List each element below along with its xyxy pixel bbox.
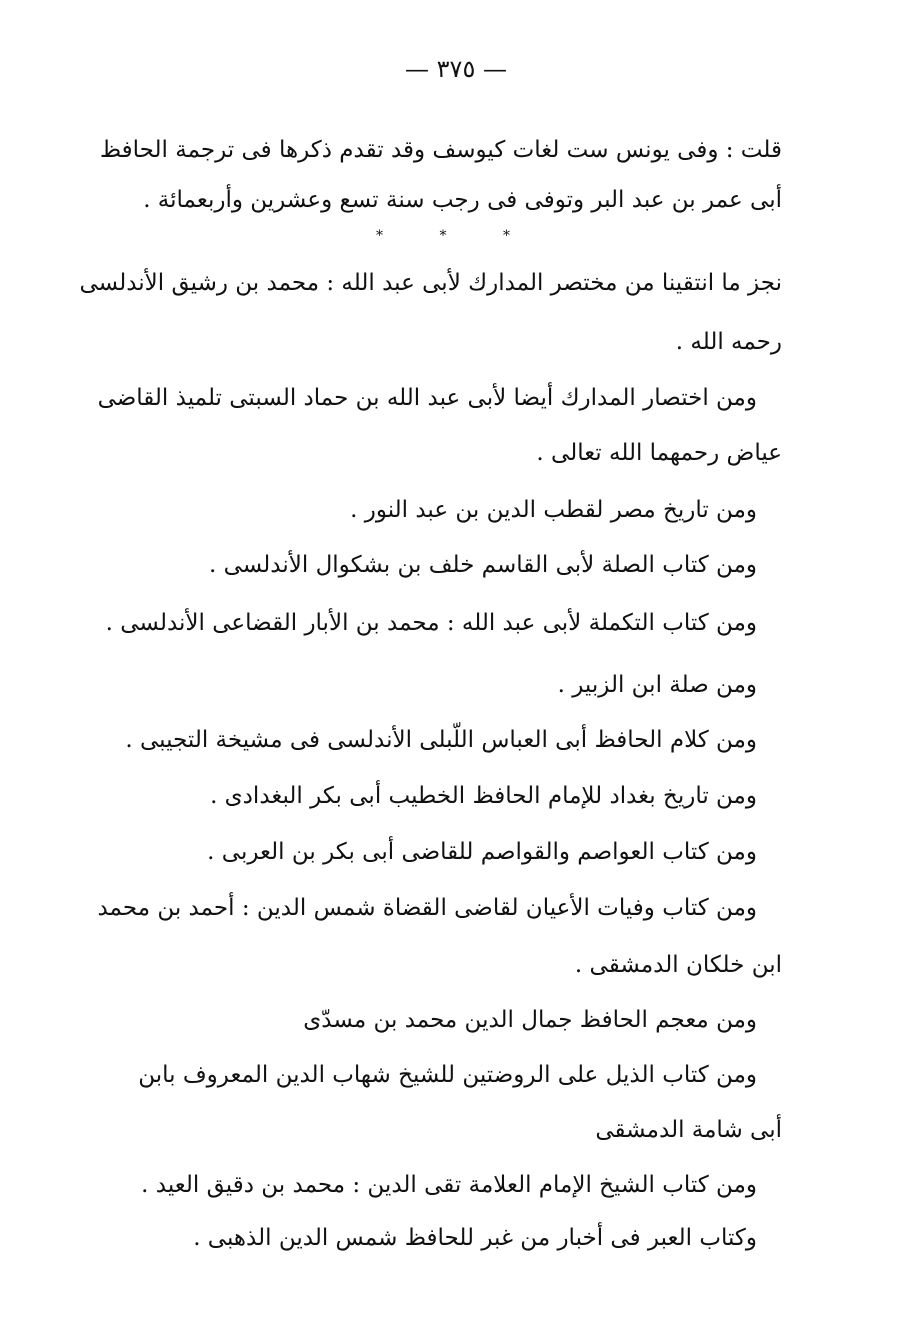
text-line-18: أبى شامة الدمشقى	[595, 1117, 782, 1143]
text-line-11: ومن كلام الحافظ أبى العباس اللّبلى الأندلسى فى مشيخة التجيبى .	[125, 727, 757, 753]
page-number: — ٣٧٥ —	[405, 55, 507, 83]
text-line-9: ومن كتاب التكملة لأبى عبد الله : محمد بن الأبار القضاعى الأندلسى .	[105, 610, 757, 636]
text-line-13: ومن كتاب العواصم والقواصم للقاضى أبى بكر بن العربى .	[207, 839, 757, 865]
text-line-8: ومن كتاب الصلة لأبى القاسم خلف بن بشكوال الأندلسى .	[208, 552, 757, 578]
text-line-1: قلت : وفى يونس ست لغات كيوسف وقد تقدم ذكرها فى ترجمة الحافظ	[99, 137, 782, 163]
text-line-16: ومن معجم الحافظ جمال الدين محمد بن مسدّى	[303, 1007, 757, 1033]
text-line-14: ومن كتاب وفيات الأعيان لقاضى القضاة شمس الدين : أحمد بن محمد	[97, 895, 757, 921]
text-line-15: ابن خلكان الدمشقى .	[574, 952, 782, 978]
text-line-17: ومن كتاب الذيل على الروضتين للشيخ شهاب الدين المعروف بابن	[138, 1062, 757, 1088]
text-line-5: ومن اختصار المدارك أيضا لأبى عبد الله بن حماد السبتى تلميذ القاضى	[97, 385, 757, 411]
text-line-7: ومن تاريخ مصر لقطب الدين بن عبد النور .	[350, 497, 757, 523]
text-line-19: ومن كتاب الشيخ الإمام العلامة تقى الدين : محمد بن دقيق العيد .	[141, 1172, 757, 1198]
text-line-2: أبى عمر بن عبد البر وتوفى فى رجب سنة تسع وعشرين وأربعمائة .	[143, 187, 782, 213]
text-line-12: ومن تاريخ بغداد للإمام الحافظ الخطيب أبى بكر البغدادى .	[210, 783, 757, 809]
text-line-20: وكتاب العبر فى أخبار من غبر للحافظ شمس الدين الذهبى .	[193, 1225, 757, 1251]
text-line-3: نجز ما انتقينا من مختصر المدارك لأبى عبد الله : محمد بن رشيق الأندلسى	[79, 270, 782, 296]
text-line-10: ومن صلة ابن الزبير .	[557, 672, 757, 698]
text-line-6: عياض رحمهما الله تعالى .	[536, 440, 782, 466]
section-separator: * * *	[376, 228, 536, 244]
text-line-4: رحمه الله .	[675, 329, 782, 355]
